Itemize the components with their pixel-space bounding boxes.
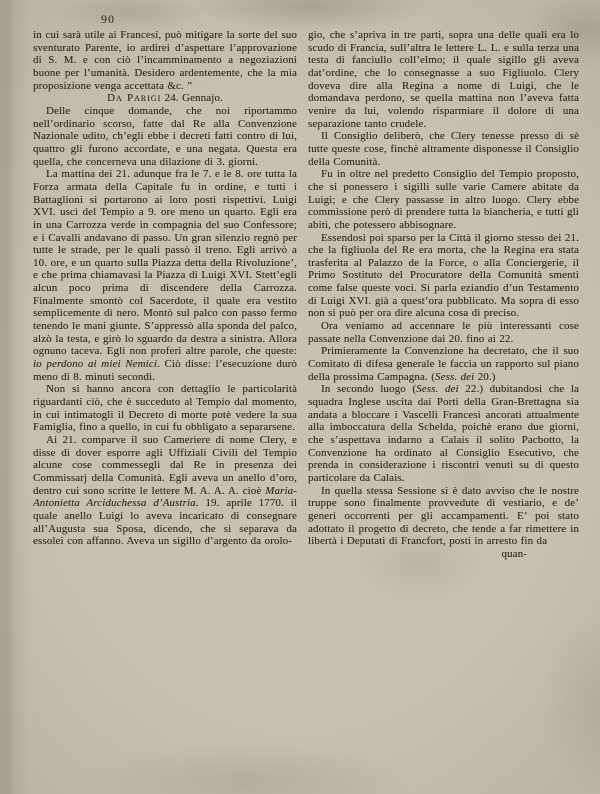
paragraph xyxy=(33,29,297,92)
text-run: Maria-Antonietta Arciduchessa d’Austria xyxy=(33,484,297,510)
text-run: in cui sarà utile ai Francesi, può mitigare la sorte del suo sventurato Parente, io ardirei d’aspettare l’approvazione di S. M. e con ciò l’incamminamento a negoziazioni buone per l’umanità. Desidero ardentemente, che la mia proposizione venga accettata &c. ” xyxy=(33,29,297,92)
text-block xyxy=(33,29,579,790)
catchword xyxy=(308,548,579,561)
paragraph xyxy=(33,105,297,168)
paragraph xyxy=(33,168,297,383)
text-run: io perdono ai miei Nemici xyxy=(33,358,158,371)
text-run: Essendosi poi sparso per la Città il giorno stesso dei 21. che la figliuola del Re era morta, che la Regina era stata trasferita al Palazzo de la Force, o alla Conciergerie, il Primo Sostituto del Procuratore della Comunità smentì come false queste voci. Si parla eziandio d’un Testamento di Luigi XVI. già a quest’ora pubblicato. Ma sopra di esso non si può per ora dire alcuna cosa di preciso. xyxy=(308,231,579,320)
text-run: 22.) dubitandosi che la squadra Inglese uscita dai Porti della Gran-Brettagna sia andata a bloccare i Vascelli Francesi ancorati attualmente alla imboccatura della Schelda, poichè erano due giorni, che s’aspettava indarno a Calais il solito Pacbotto, la Convenzione ha ordinato al Consiglio Esecutivo, che prenda in considerazione i riscontri venuti su di questo particolare da Calais. xyxy=(308,383,579,484)
paragraph xyxy=(308,232,579,321)
text-column-left xyxy=(33,29,297,790)
paragraph xyxy=(308,320,579,345)
text-run: In quella stessa Sessione si è dato avviso che le nostre truppe sono finalmente provvedute di vestiario, e de’ generi occorrenti per gli accampamenti. E’ poi stato adottato il progetto di decreto, che tende a far rimettere in libertà i Deputati di Francfort, posti in arresto fin da xyxy=(308,484,579,548)
text-run: gio, che s’apriva in tre parti, sopra una delle quali era lo scudo di Francia, sull’altra le lettere L. L. e sulla terza una testa di fanciullo coll’elmo; il quale sigillo gli aveva dat’ordine, che lo consegnasse a suo Figliuolo. Clery doveva dire alla Regina a nome di Luigi, che le domandava perdono, se quella mattina non l’aveva fatta venire da lui, volendo risparmiare il dolore di una separazione tanto crudele. xyxy=(308,29,579,130)
text-column-right xyxy=(308,29,579,790)
text-run: Da Parigi xyxy=(107,92,162,105)
text-run: 20.) xyxy=(474,370,496,383)
text-run: quan- xyxy=(501,547,527,560)
text-run: Primieramente la Convenzione ha decretato, che il suo Comitato di difesa generale le faccia un rapporto sul piano della prossima Campagna. ( xyxy=(308,345,579,383)
paragraph xyxy=(308,29,579,130)
text-run: Ora veniamo ad accennare le più interessanti cose passate nella Convenzione dai 20. fino ai 22. xyxy=(308,320,579,345)
text-run: Sess. dei xyxy=(416,383,459,396)
text-run: . 19. aprile 1770. il quale anello Luigi lo aveva incaricato di consegnare all’Augusta sua Sposa, dicendo, che si separava da essolei con affanno. Aveva un sigillo d’argento da orolo- xyxy=(33,497,297,548)
text-run: . Ciò disse: l’esecuzione durò meno di 8. minuti secondi. xyxy=(33,358,297,383)
text-run: Fu in oltre nel predetto Consiglio del Tempio proposto, che si ponessero i sigilli sulle varie Camere abitate da Luigi; e che Clery passasse in altro luogo. Clery ebbe commissione però di prendere tutta la biancheria, e tutti gli abiti, che potessero abbisognare. xyxy=(308,168,579,231)
page-number: 90 xyxy=(101,12,115,26)
dateline-heading xyxy=(33,92,297,105)
paragraph xyxy=(308,168,579,231)
paragraph xyxy=(308,130,579,168)
paragraph xyxy=(308,345,579,383)
paragraph xyxy=(308,485,579,548)
text-run: Ai 21. comparve il suo Cameriere di nome Clery, e disse di dover esporre agli Uffiziali Civili del Tempio alcune cose commessegli dal Re in presenza dei Commissarj della Comunità. Egli aveva un anello d’oro, dentro cui sono scritte le lettere M. A. A. A. cioè xyxy=(33,434,297,497)
text-run: Non si hanno ancora con dettaglio le particolarità riguardanti ciò, che è succeduto al Tempio dal momento, in cui intimatogli il Decreto di morte potè vedere la sua Famiglia, fino a quello, in cui fu obbligato a separarsene. xyxy=(33,383,297,434)
text-run: In secondo luogo ( xyxy=(321,383,417,396)
text-run: Delle cinque domande, che noi riportammo nell’ordinario scorso, fatte dal Re alla Convenzione Nazionale udito, ch’egli ebbe i decreti fatti contro di lui, quattro gli furono accordate, e una negata. Questa era quella, che concerneva una dilazione di 3. giorni. xyxy=(33,104,297,168)
text-run: 24. Gennajo. xyxy=(161,92,223,105)
text-run: Sess. dei xyxy=(434,370,475,383)
paragraph xyxy=(308,383,579,484)
text-run: Il Consiglio deliberò, che Clery tenesse presso di sè tutte queste cose, finchè altramente disponesse il Consiglio della Comunità. xyxy=(308,130,579,168)
text-run: La mattina dei 21. adunque fra le 7. e le 8. ore tutta la Forza armata della Capitale fu in ordine, e tutti i Battaglioni si portarono ai loro posti rispettivi. Luigi XVI. uscì del Tempio a 9. ore meno un quarto. Egli era in una Carrozza verde in compagnia del suo Confessore; e i Cavalli andavano di passo. Un gran silenzio regnò per tutte le strade, per le quali passò il treno. Egli arrivò a 10. ore, e un quarto sulla Piazza detta della Rivoluzione’, e che prima chiamavasi la Piazza di Luigi XVI. Stett’egli alcun poco prima di discendere della Carrozza. Finalmente smontò col Sacerdote, il quale era vestito semplicemente di nero. Montò sul palco con passo fermo tenendo le mani giunte. S’appressò alla sponda del palco, alzò la testa, e girò lo sguardo da destra a sinistra. Allora ognuno taceva. Egli non proferì altre parole, che queste: xyxy=(33,168,297,358)
paragraph xyxy=(33,383,297,434)
paragraph xyxy=(33,434,297,548)
